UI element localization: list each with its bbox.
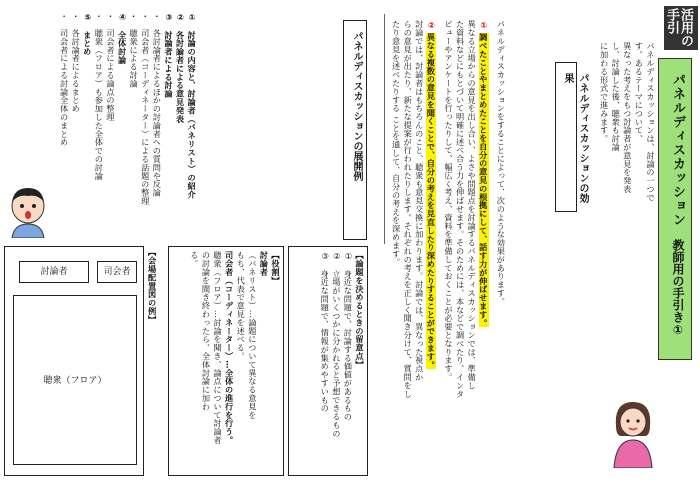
venue-diagram	[4, 246, 144, 476]
effect-1-line: 異なる立場からの意見を出し合い、よさや問題点を討論するパネルディスカッションでは、準備し	[467, 20, 478, 390]
topic-box	[288, 246, 368, 476]
roles-heading: 【役割】	[271, 251, 281, 285]
intro-line: パネルディスカッションは、討論の一つです。あるテーマについて、	[634, 42, 656, 202]
venue-moderator-box: 司会者	[97, 261, 137, 283]
intro-text	[598, 42, 656, 202]
effects-heading-box	[555, 62, 588, 212]
effect-2-heading	[425, 20, 437, 460]
effect-2-line: らの意見が出たり、新たな提案が行われたりします。それぞれの考えを正しく聞き分けて、質問をし	[403, 20, 414, 398]
roles-line: （パネリスト）…論題について異なる意見を	[247, 251, 258, 419]
venue-heading: 【会場配置図の例】	[147, 248, 158, 324]
example-substep: ・ 司会者による論点の整理	[105, 12, 116, 122]
boy-illustration-icon	[4, 184, 52, 238]
example-heading: パネルディスカッションの展開例	[351, 31, 362, 181]
example-heading-box	[343, 20, 367, 240]
intro-line: 異なった考えをもつ討論者が意見を発表し、討論した後、聴衆も討論	[611, 42, 633, 194]
effects-body	[390, 20, 506, 460]
example-substep: ・ 聴衆による討論	[129, 12, 140, 88]
effect-2-heading-text: 異なる複数の意見を聞くことで、自分の考えを見直したり深めたりすることができます。	[426, 33, 437, 370]
section-divider	[384, 14, 385, 244]
effect-2-line: たり意見を述べたりする ことを通して、自分の考えを深めます。	[391, 20, 402, 267]
effect-2-number: ②	[426, 20, 437, 31]
example-substep: ・ 各討論者によるほかの討論者への質問や反論	[152, 12, 163, 197]
effect-2-line: 討論では、討論者はもちろんのこと、聴衆も意見交換に加わります。討論では、異なった視点か	[414, 20, 425, 382]
roles-line: の討論を聞き終わったら、全体討論に加わ	[201, 251, 212, 411]
example-substep: ・ 司会者（コーディネーター）による話題の整理	[140, 12, 151, 206]
example-list	[58, 12, 197, 242]
effects-lead: パネルディスカッションをすることによって、次のような効果があります。	[496, 20, 507, 306]
example-step: ② 各討論者による意見発表	[175, 12, 186, 123]
example-step: ④ 全体討論	[117, 12, 128, 65]
example-substep: ・ 司会者による討論全体のまとめ	[59, 12, 70, 147]
topic-item: ① 身近な問題で、討論する価値があるもの	[343, 251, 354, 421]
effect-1-line: た資料などにもとづいて明確に述べ合う力を伸ばせます。そのためには、本などで調べたり、インタ	[455, 20, 466, 398]
guide-badge: 活用の手引	[664, 6, 698, 50]
roles-line: る。	[189, 251, 200, 268]
effect-1-heading	[477, 20, 489, 460]
example-substep: ・ 各討論者によるまとめ	[71, 12, 82, 113]
effect-1-line: ビューやアンケートを行ったりして、幅広く考え、資料を準備しておくことが必要となります。	[443, 20, 454, 382]
venue-audience-box: 聴衆（フロア）	[13, 295, 137, 465]
intro-line: に加わる形式で進みます。	[599, 42, 610, 143]
roles-line: 司会者（コーディネーター）…全体の進行を行う。	[224, 251, 235, 445]
example-step: ③ 討論者による討論	[163, 12, 174, 98]
venue-panelist-box: 討論者	[19, 261, 89, 283]
roles-line: もち、代表で意見を述べる。	[236, 251, 247, 361]
effect-1-number: ①	[478, 20, 489, 31]
topic-item: ③ 身近な問題で、情報が集めやすいもの	[320, 251, 331, 413]
page-subtitle: 教師用の手引き①	[671, 239, 685, 337]
roles-line: 聴衆（フロア）…討論を聞き、論点について討論者	[213, 251, 224, 445]
example-substep: ・ 聴衆（フロア）も参加した全体での討論	[94, 12, 105, 180]
example-step: ① 討論の内容と、討論者（パネリスト）の紹介	[187, 12, 198, 199]
topic-item: ② 立場がいくつかに分かれると予想できるもの	[331, 251, 342, 438]
example-step: ⑤ まとめ	[82, 12, 93, 56]
effects-heading: パネルディスカッションの効果	[562, 73, 588, 203]
title-strip	[658, 58, 692, 360]
topic-heading: 【論題を決めるときの留意点】	[355, 251, 365, 369]
roles-panelist-label: 討論者	[259, 251, 270, 277]
page-title: パネルディスカッション	[670, 73, 685, 227]
roles-box	[168, 246, 284, 476]
teacher-illustration-icon	[610, 396, 656, 468]
effect-1-heading-text: 調べたことやまとめたことを自分の意見の根拠にして、話す力が伸ばせます。	[478, 33, 489, 328]
